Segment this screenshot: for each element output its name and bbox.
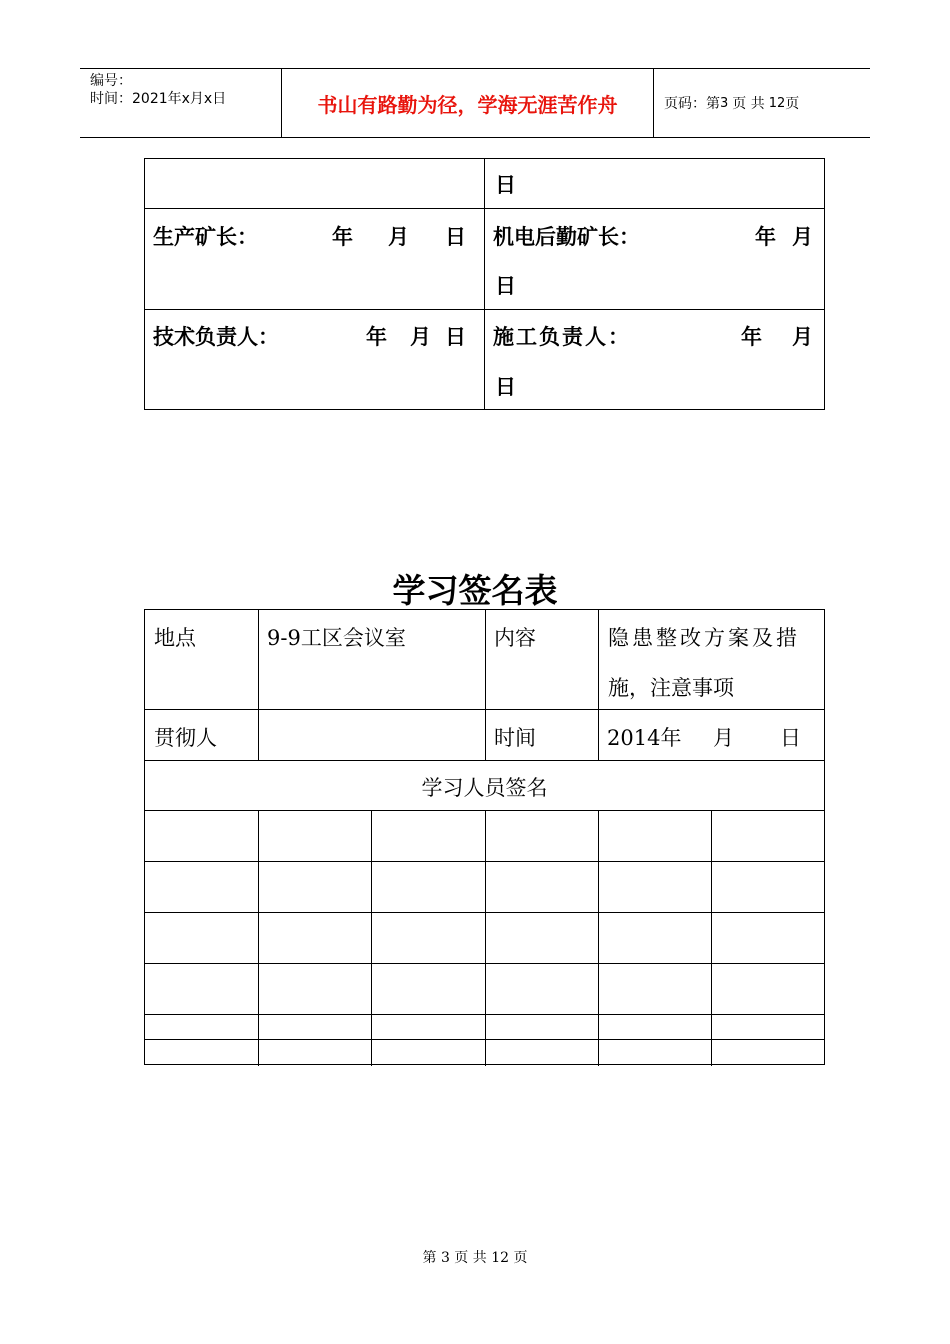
page-suffix: 页 (785, 96, 800, 112)
tech-lead-label[interactable]: 技术负责人： (153, 325, 279, 349)
time-day: 日 (780, 726, 801, 750)
date-year: 年 (741, 325, 762, 349)
content-line-2: 施，注意事项 (608, 676, 734, 700)
number-label: 编号： (90, 73, 132, 89)
sign-table (144, 609, 825, 1065)
date-day: 日 (495, 274, 516, 298)
page-header (80, 68, 870, 138)
table-col-line (598, 810, 599, 1066)
content-label: 内容 (494, 626, 536, 650)
date-label: 时间：2021年x月x日 (90, 91, 227, 107)
table-col-line (485, 610, 486, 760)
date-day: 日 (495, 375, 516, 399)
time-label: 时间 (494, 726, 536, 750)
approval-top-day: 日 (495, 173, 516, 197)
date-day: 日 (445, 325, 466, 349)
page-number: 3 (720, 95, 729, 111)
date-year: 年 (755, 225, 776, 249)
header-page-info (654, 69, 870, 137)
table-row-line (145, 760, 824, 761)
approval-table (144, 158, 825, 410)
date-day: 日 (445, 225, 466, 249)
page-total: 12 (768, 95, 786, 111)
person-label: 贯彻人 (154, 726, 217, 750)
table-col-line (598, 610, 599, 760)
construction-lead-label[interactable]: 施工负责人： (493, 325, 631, 349)
date-month: 月 (792, 225, 813, 249)
table-col-line (371, 810, 372, 1066)
page-prefix: 页码：第 (664, 96, 720, 112)
page-mid: 页 共 (732, 96, 765, 112)
table-col-line (258, 610, 259, 760)
date-year: 年 (366, 325, 387, 349)
date-month: 月 (792, 325, 813, 349)
approval-divider (484, 159, 485, 409)
logistics-manager-label[interactable]: 机电后勤矿长： (493, 225, 640, 249)
approval-row-line (145, 208, 824, 209)
content-line-1: 隐患整改方案及措 (608, 626, 800, 650)
table-col-line (711, 810, 712, 1066)
date-month: 月 (410, 325, 431, 349)
table-col-line (485, 810, 486, 1066)
date-year: 年 (332, 225, 353, 249)
date-month: 月 (388, 225, 409, 249)
page-footer: 第 3 页 共 12 页 (422, 1250, 528, 1266)
header-motto: 书山有路勤为径，学海无涯苦作舟 (282, 69, 654, 137)
location-value: 9-9工区会议室 (267, 626, 406, 650)
time-year: 2014年 (607, 726, 682, 750)
approval-row-line (145, 309, 824, 310)
time-month: 月 (713, 726, 734, 750)
production-manager-label[interactable]: 生产矿长： (153, 225, 258, 249)
signature-header: 学习人员签名 (421, 776, 548, 800)
page-title: 学习签名表 (392, 571, 558, 610)
location-label: 地点 (154, 626, 196, 650)
table-col-line (258, 810, 259, 1066)
header-meta (80, 69, 282, 137)
